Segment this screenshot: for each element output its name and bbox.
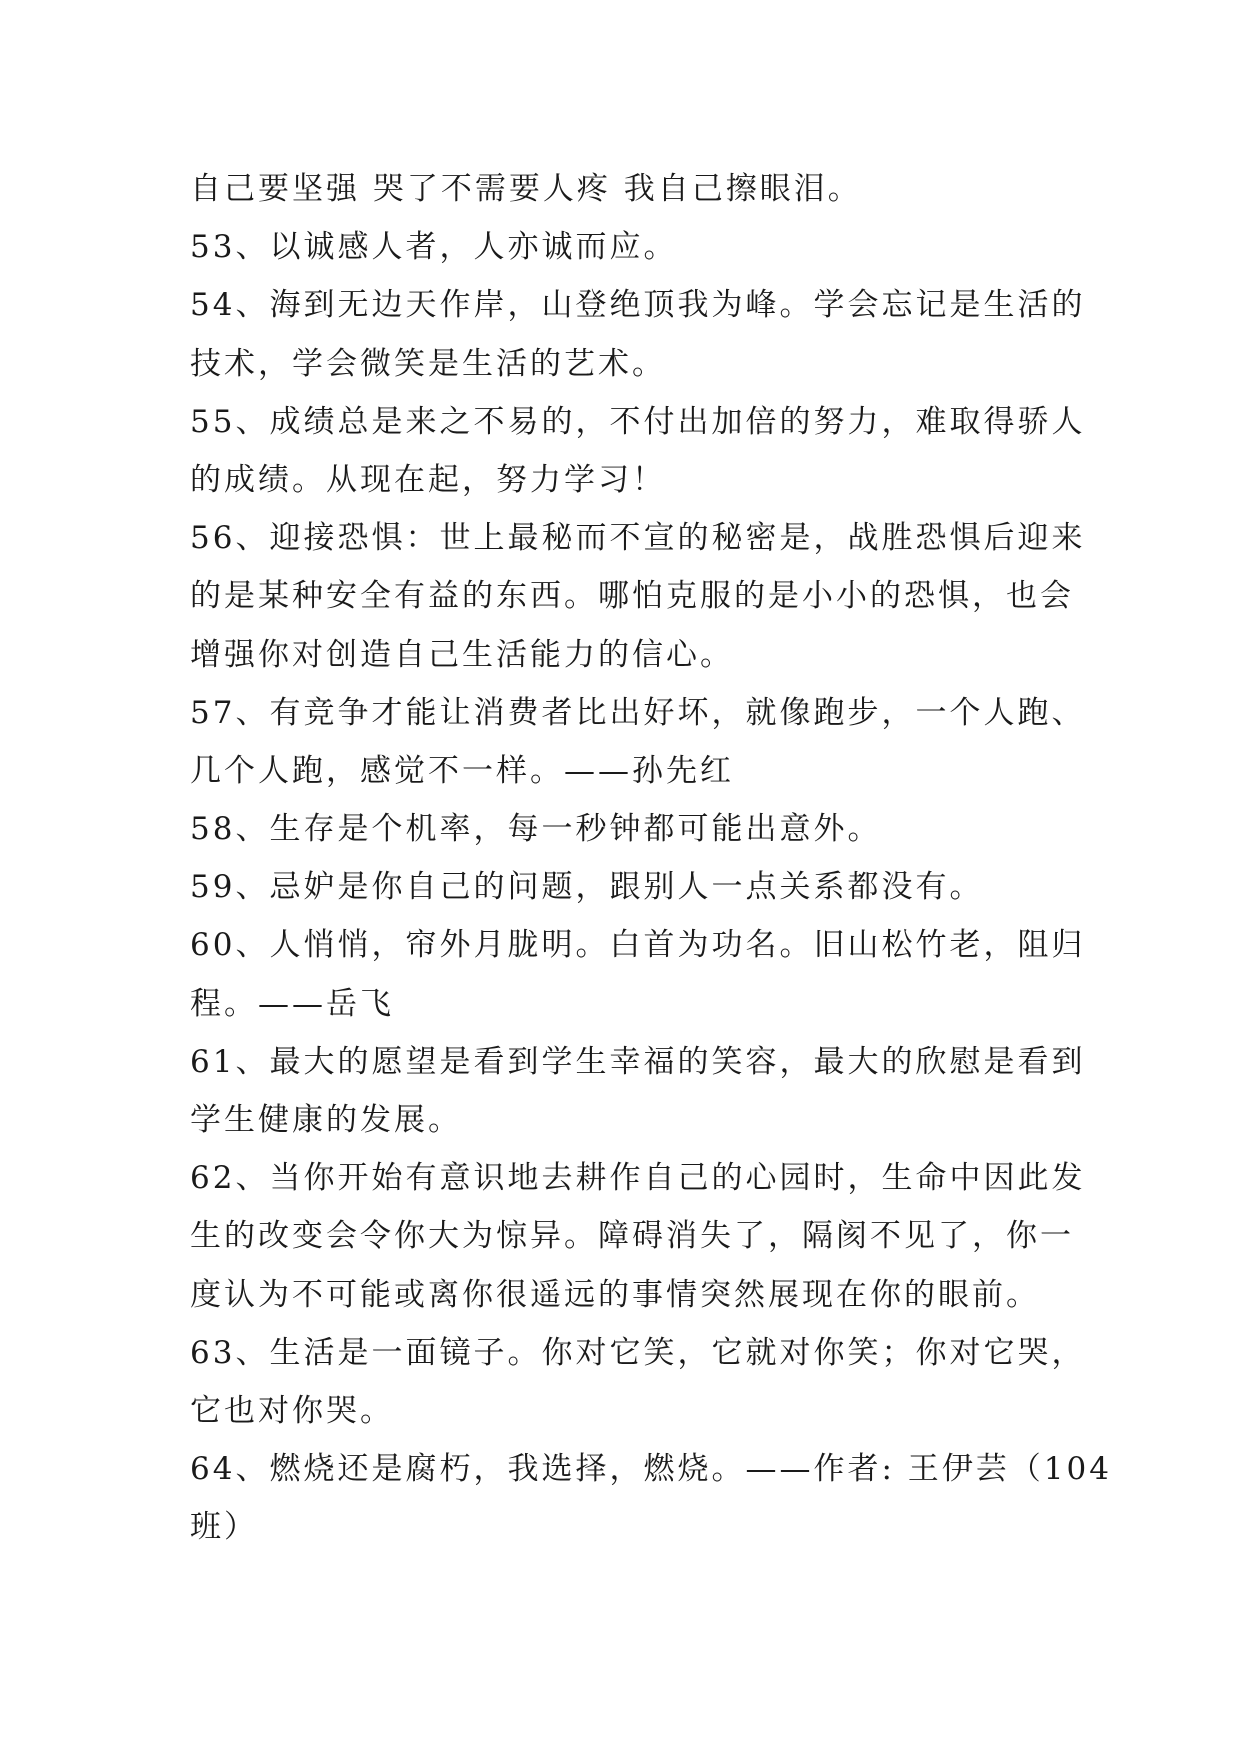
text-line: 57、有竞争才能让消费者比出好坏，就像跑步，一个人跑、 (190, 694, 1086, 731)
text-line: 增强你对创造自己生活能力的信心。 (190, 636, 734, 673)
text-line: 54、海到无边天作岸，山登绝顶我为峰。学会忘记是生活的 (190, 287, 1086, 324)
text-line: 度认为不可能或离你很遥远的事情突然展现在你的眼前。 (190, 1276, 1040, 1313)
text-line: 62、当你开始有意识地去耕作自己的心园时，生命中因此发 (190, 1160, 1086, 1197)
text-line: 技术，学会微笑是生活的艺术。 (190, 345, 666, 382)
text-line: 班） (190, 1509, 258, 1546)
text-line: 55、成绩总是来之不易的，不付出加倍的努力，难取得骄人 (190, 403, 1086, 440)
text-line: 几个人跑，感觉不一样。——孙先红 (190, 752, 734, 789)
text-line: 53、以诚感人者，人亦诚而应。 (190, 229, 678, 266)
text-line: 的成绩。从现在起，努力学习！ (190, 461, 666, 498)
text-line: 60、人悄悄，帘外月胧明。白首为功名。旧山松竹老，阻归 (190, 927, 1086, 964)
text-line: 生的改变会令你大为惊异。障碍消失了，隔阂不见了，你一 (190, 1218, 1074, 1255)
text-line: 64、燃烧还是腐朽，我选择，燃烧。——作者: 王伊芸（104 (190, 1451, 1112, 1488)
text-line: 59、忌妒是你自己的问题，跟别人一点关系都没有。 (190, 869, 984, 906)
text-line: 56、迎接恐惧：世上最秘而不宣的秘密是，战胜恐惧后迎来 (190, 520, 1086, 557)
document-body (190, 160, 1112, 1557)
text-line: 学生健康的发展。 (190, 1102, 462, 1138)
text-line: 它也对你哭。 (190, 1392, 394, 1429)
text-line: 61、最大的愿望是看到学生幸福的笑容，最大的欣慰是看到 (190, 1043, 1086, 1080)
text-line: 程。——岳飞 (190, 985, 394, 1022)
text-line: 63、生活是一面镜子。你对它笑，它就对你笑；你对它哭， (190, 1334, 1086, 1371)
text-line: 的是某种安全有益的东西。哪怕克服的是小小的恐惧，也会 (190, 578, 1074, 615)
text-line: 自己要坚强 哭了不需要人疼 我自己擦眼泪。 (190, 171, 862, 207)
text-line: 58、生存是个机率，每一秒钟都可能出意外。 (190, 811, 882, 848)
